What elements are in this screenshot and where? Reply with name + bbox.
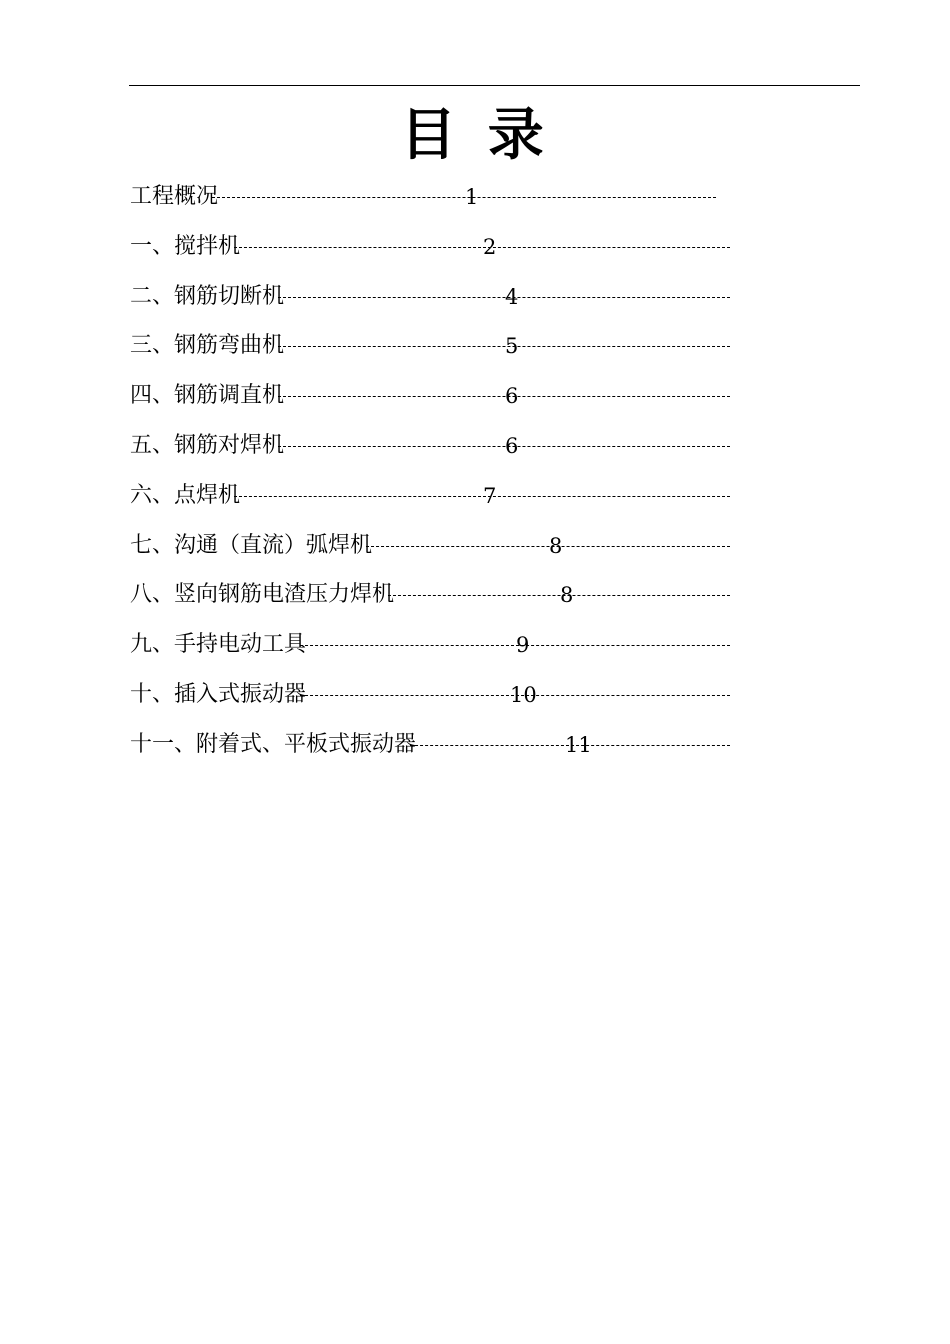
toc-entry-label: 六、点焊机 bbox=[130, 482, 241, 508]
toc-leader-line bbox=[278, 297, 730, 298]
toc-entry[interactable] bbox=[130, 728, 730, 762]
toc-entry[interactable] bbox=[130, 429, 730, 463]
toc-entry[interactable] bbox=[130, 678, 730, 712]
toc-entry-page: 1 bbox=[465, 185, 479, 209]
toc-entry-page: 6 bbox=[505, 434, 519, 458]
toc-entry-page: 8 bbox=[560, 583, 574, 608]
toc-leader-line bbox=[366, 546, 730, 547]
toc-entry[interactable] bbox=[130, 628, 730, 662]
toc-entry-label: 八、竖向钢筋电渣压力焊机 bbox=[130, 582, 395, 608]
toc-leader-line bbox=[388, 595, 730, 596]
toc-entry-label: 十一、附着式、平板式振动器 bbox=[130, 731, 417, 757]
toc-leader-line bbox=[278, 396, 730, 397]
toc-entry[interactable] bbox=[130, 230, 730, 264]
toc-entry-page: 8 bbox=[549, 533, 563, 558]
toc-entry[interactable] bbox=[130, 529, 730, 563]
toc-entry-label: 四、钢筋调直机 bbox=[130, 383, 285, 409]
toc-entry[interactable] bbox=[130, 379, 730, 413]
toc-entry-label: 一、搅拌机 bbox=[130, 233, 241, 259]
toc-entry-page: 11 bbox=[565, 732, 592, 757]
toc-entry-label: 九、手持电动工具 bbox=[130, 632, 307, 658]
toc-entry-page: 10 bbox=[510, 683, 537, 707]
toc-entry-page: 7 bbox=[483, 483, 497, 508]
toc-entry-page: 6 bbox=[505, 384, 519, 409]
toc-leader-line bbox=[300, 645, 730, 646]
toc-entry[interactable] bbox=[130, 479, 730, 513]
toc-entry[interactable] bbox=[130, 280, 730, 314]
toc-entry-page: 5 bbox=[505, 334, 519, 359]
toc-leader-line bbox=[278, 446, 730, 447]
toc-entry[interactable] bbox=[130, 329, 730, 363]
toc-entry-label: 七、沟通（直流）弧焊机 bbox=[130, 532, 373, 558]
toc-leader-line bbox=[278, 346, 730, 347]
header-rule bbox=[129, 85, 860, 86]
toc-entry-label: 十、插入式振动器 bbox=[130, 682, 307, 707]
toc-entry-page: 9 bbox=[516, 633, 530, 658]
toc-leader-line bbox=[234, 247, 730, 248]
toc-entry-page: 4 bbox=[505, 284, 519, 309]
toc-leader-line bbox=[234, 496, 730, 497]
page-title: 目 录 bbox=[400, 103, 550, 168]
toc-entry-label: 五、钢筋对焊机 bbox=[130, 433, 285, 458]
toc-entry-label: 三、钢筋弯曲机 bbox=[130, 333, 285, 359]
toc-leader-line bbox=[212, 197, 716, 198]
toc-entry-page: 2 bbox=[483, 234, 497, 259]
toc-entry[interactable] bbox=[130, 180, 716, 214]
toc-entry-label: 工程概况 bbox=[130, 184, 219, 209]
toc-entry[interactable] bbox=[130, 578, 730, 612]
toc-entry-label: 二、钢筋切断机 bbox=[130, 283, 285, 309]
